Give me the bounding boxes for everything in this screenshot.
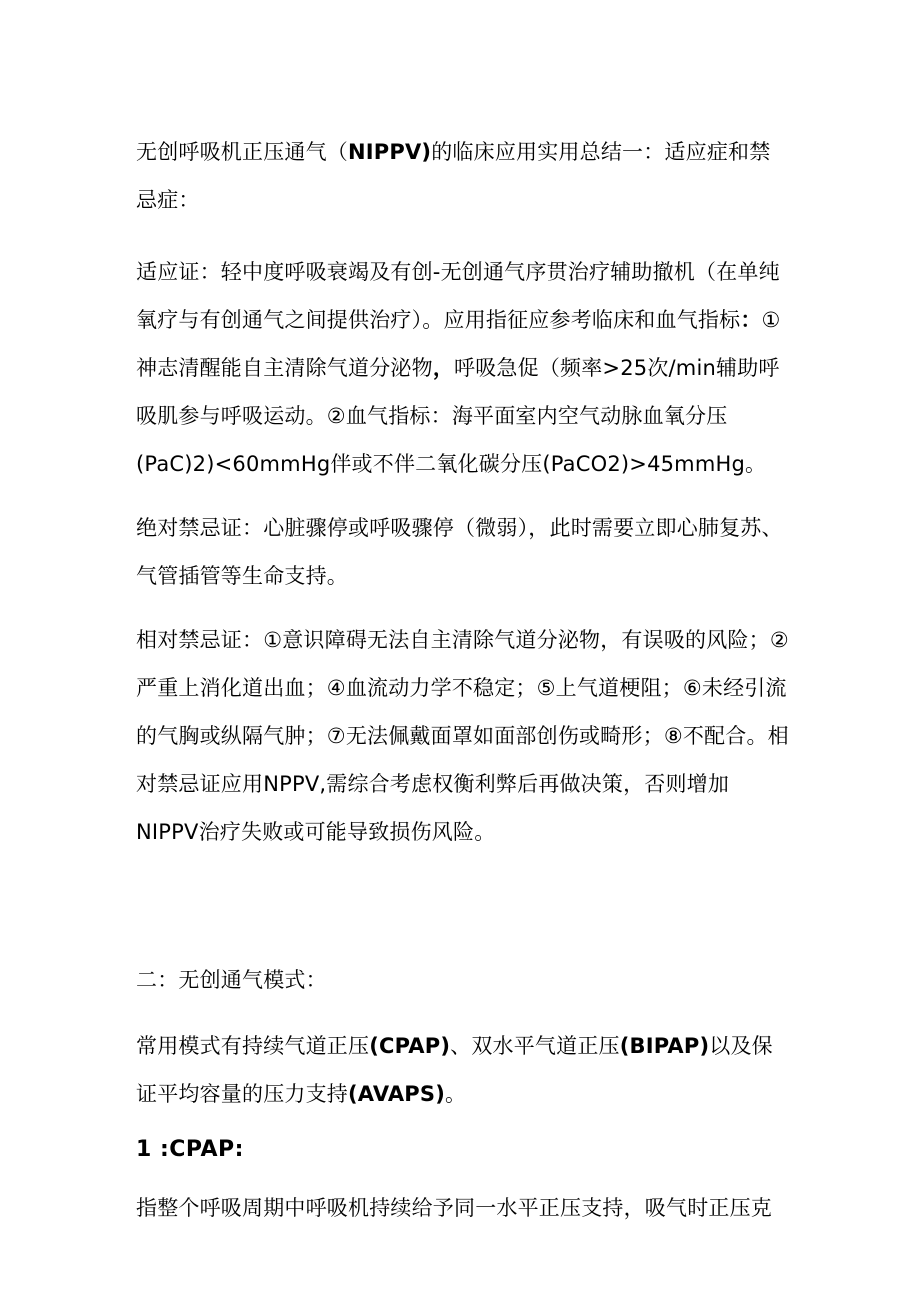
document-page bbox=[136, 128, 791, 1232]
modes-text-3: 以及保证平均容量的压力支持 bbox=[136, 1034, 773, 1106]
indications-bold-2: ， bbox=[432, 356, 455, 380]
modes-text-1: 常用模式有持续气道正压 bbox=[136, 1034, 370, 1058]
modes-bold-avaps: (AVAPS) bbox=[348, 1082, 446, 1106]
modes-bold-bipap: (BIPAP) bbox=[619, 1034, 710, 1058]
cpap-paragraph: 指整个呼吸周期中呼吸机持续给予同一水平正压支持，吸气时正压克 bbox=[136, 1196, 772, 1220]
title-suffix: 的临床应用实用总结一：适应症和禁忌症： bbox=[136, 140, 771, 212]
indications-text-3: 呼吸急促（频率>25次/min辅助呼吸肌参与呼吸运动。②血气指标：海平面室内空气动脉血氧分压(PaC)2)<60mmHg伴或不伴二氧化碳分压(PaCO2)>45mmHg。 bbox=[136, 356, 780, 476]
modes-paragraph bbox=[136, 1022, 791, 1118]
section-2-title: 二：无创通气模式： bbox=[136, 968, 327, 992]
indications-text-2: ①神志清醒能自主清除气道分泌物 bbox=[136, 308, 781, 380]
indications-paragraph bbox=[136, 248, 791, 488]
indications-text-1: 适应证：轻中度呼吸衰竭及有创-无创通气序贯治疗辅助撤机（在单纯氧疗与有创通气之间提供治疗）。应用指征应参考临床和血气指标 bbox=[136, 260, 780, 332]
cpap-heading: 1 :CPAP: bbox=[136, 1137, 244, 1162]
document-title bbox=[136, 128, 791, 224]
modes-text-2: 、双水平气道正压 bbox=[450, 1034, 620, 1058]
title-abbr: NIPPV) bbox=[348, 140, 432, 164]
absolute-contraindications-paragraph: 绝对禁忌证：心脏骤停或呼吸骤停（微弱），此时需要立即心肺复苏、气管插管等生命支持。 bbox=[136, 516, 783, 588]
relative-contraindications-paragraph: 相对禁忌证：①意识障碍无法自主清除气道分泌物，有误吸的风险；②严重上消化道出血；④血流动力学不稳定；⑤上气道梗阻；⑥未经引流的气胸或纵隔气肿；⑦无法佩戴面罩如面部创伤或畸形；⑧不配合。相对禁忌证应用NPPV,需综合考虑权衡利弊后再做决策，否则增加NIPPV治疗失败或可能导致损伤风险。 bbox=[136, 628, 789, 844]
modes-text-4: 。 bbox=[445, 1082, 467, 1106]
indications-bold-1: ： bbox=[740, 308, 762, 332]
title-prefix: 无创呼吸机正压通气（ bbox=[136, 140, 348, 164]
modes-bold-cpap: (CPAP) bbox=[369, 1034, 451, 1058]
